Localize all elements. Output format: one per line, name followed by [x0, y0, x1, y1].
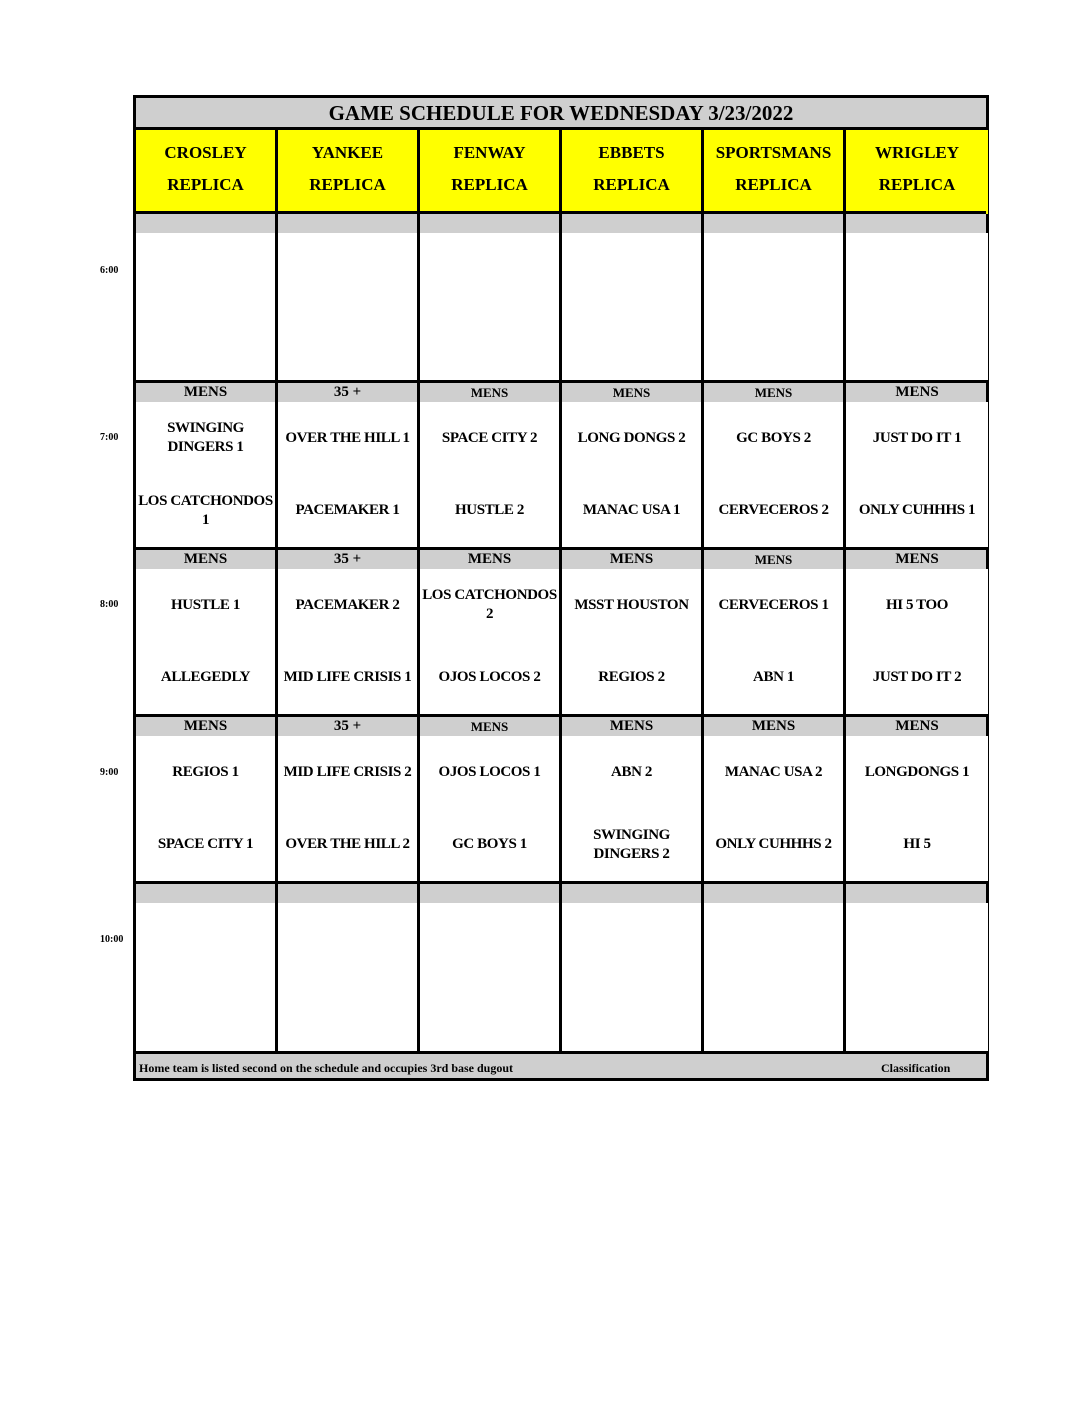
home-team: PACEMAKER 1 — [295, 502, 400, 518]
game-cell — [704, 402, 846, 547]
home-team: HUSTLE 2 — [455, 502, 524, 518]
empty-game-cell — [278, 233, 420, 380]
field-header-yankee — [278, 130, 420, 214]
classification-cell: MENS — [562, 717, 704, 736]
classification-cell: MENS — [420, 383, 562, 402]
classification-cell: MENS — [136, 717, 278, 736]
away-team: PACEMAKER 2 — [295, 597, 400, 613]
home-team: MANAC USA 1 — [582, 502, 681, 518]
home-team: ABN 1 — [753, 669, 794, 685]
field-type: REPLICA — [167, 175, 244, 194]
empty-game-cell — [562, 903, 704, 1051]
home-team-note: Home team is listed second on the schedule and occupies 3rd base dugout — [139, 1061, 514, 1075]
game-cell — [420, 736, 562, 881]
field-type: REPLICA — [593, 175, 670, 194]
time-label: 6:00 — [100, 265, 119, 276]
classification-cell: MENS — [895, 384, 939, 400]
home-team: ONLY CUHHHS 1 — [858, 502, 976, 518]
away-team: SPACE CITY 2 — [441, 430, 538, 446]
away-team: CERVECEROS 1 — [718, 597, 829, 613]
home-team: OVER THE HILL 2 — [285, 836, 410, 852]
field-name: EBBETS — [598, 143, 665, 162]
classification-cell: MENS — [704, 717, 846, 736]
field-header-fenway — [420, 130, 562, 214]
game-cell — [704, 736, 846, 881]
field-header-ebbets — [562, 130, 704, 214]
home-team: GC BOYS 1 — [452, 836, 527, 852]
separator-cell — [136, 884, 278, 903]
home-team: JUST DO IT 2 — [872, 669, 962, 685]
home-team: SWINGING DINGERS 2 — [593, 827, 670, 862]
away-team: MID LIFE CRISIS 2 — [283, 764, 412, 780]
classification-cell: MENS — [136, 550, 278, 569]
separator-cell — [846, 884, 988, 903]
classification-cell: MENS — [420, 717, 562, 736]
away-team: HI 5 TOO — [885, 597, 949, 613]
separator-cell — [846, 214, 988, 233]
away-team: MSST HOUSTON — [574, 597, 689, 613]
time-label: 9:00 — [100, 767, 119, 778]
classification-cell: MENS — [895, 718, 939, 734]
game-cell — [420, 402, 562, 547]
classification-cell: MENS — [895, 551, 939, 567]
separator-cell — [278, 884, 420, 903]
field-header-sportsmans — [704, 130, 846, 214]
away-team: SWINGING DINGERS 1 — [167, 420, 244, 455]
empty-game-cell — [420, 903, 562, 1051]
field-name: YANKEE — [311, 143, 384, 162]
game-cell — [562, 569, 704, 714]
separator-cell — [562, 214, 704, 233]
empty-game-cell — [846, 903, 988, 1051]
empty-game-cell — [704, 233, 846, 380]
classification-cell: MENS — [562, 383, 704, 402]
time-label: 8:00 — [100, 599, 119, 610]
footer-bar — [136, 1051, 986, 1078]
away-team: JUST DO IT 1 — [872, 430, 962, 446]
home-team: ONLY CUHHHS 2 — [715, 836, 832, 852]
classification-cell: MENS — [136, 383, 278, 402]
empty-game-cell — [136, 903, 278, 1051]
empty-game-cell — [562, 233, 704, 380]
field-name: SPORTSMANS — [715, 143, 832, 162]
away-team: ABN 2 — [611, 764, 652, 780]
field-header-crosley — [136, 130, 278, 214]
classification-cell: MENS — [420, 550, 562, 569]
game-cell — [136, 736, 278, 881]
home-team: MID LIFE CRISIS 1 — [283, 669, 412, 685]
away-team: LONG DONGS 2 — [577, 430, 686, 446]
away-team: MANAC USA 2 — [724, 764, 823, 780]
home-team: REGIOS 2 — [598, 669, 665, 685]
away-team: LONGDONGS 1 — [864, 764, 970, 780]
home-team: ALLEGEDLY — [160, 669, 251, 685]
classification-cell: MENS — [704, 550, 846, 569]
home-team: CERVECEROS 2 — [718, 502, 829, 518]
page-title: GAME SCHEDULE FOR WEDNESDAY 3/23/2022 — [136, 98, 986, 130]
separator-cell — [420, 214, 562, 233]
game-cell — [846, 402, 988, 547]
game-cell — [562, 736, 704, 881]
classification-cell: 35 + — [278, 383, 420, 402]
field-type: REPLICA — [451, 175, 528, 194]
classification-cell: MENS — [562, 550, 704, 569]
separator-cell — [278, 214, 420, 233]
empty-game-cell — [278, 903, 420, 1051]
separator-cell — [420, 884, 562, 903]
classification-cell: 35 + — [278, 550, 420, 569]
field-name: FENWAY — [453, 143, 526, 162]
away-team: OVER THE HILL 1 — [285, 430, 410, 446]
field-type: REPLICA — [735, 175, 812, 194]
schedule-table — [133, 95, 989, 1081]
game-cell — [136, 402, 278, 547]
away-team: REGIOS 1 — [172, 764, 239, 780]
away-team: GC BOYS 2 — [736, 430, 811, 446]
home-team: LOS CATCHONDOS 1 — [138, 493, 273, 528]
game-cell — [278, 402, 420, 547]
time-label: 10:00 — [100, 934, 124, 945]
game-cell — [278, 569, 420, 714]
classification-label: Classification — [881, 1061, 951, 1075]
field-name: CROSLEY — [164, 143, 247, 162]
separator-cell — [562, 884, 704, 903]
game-cell — [704, 569, 846, 714]
empty-game-cell — [420, 233, 562, 380]
schedule-sheet — [133, 95, 989, 1081]
separator-cell — [704, 214, 846, 233]
empty-game-cell — [136, 233, 278, 380]
classification-cell: MENS — [704, 383, 846, 402]
field-header-wrigley — [846, 130, 988, 214]
field-type: REPLICA — [309, 175, 386, 194]
time-label: 7:00 — [100, 432, 119, 443]
separator-cell — [704, 884, 846, 903]
field-type: REPLICA — [878, 175, 956, 194]
field-name: WRIGLEY — [874, 143, 960, 162]
game-cell — [136, 569, 278, 714]
away-team: OJOS LOCOS 1 — [438, 764, 541, 780]
home-team: HI 5 — [903, 836, 931, 852]
game-cell — [846, 736, 988, 881]
away-team: HUSTLE 1 — [171, 597, 240, 613]
game-cell — [420, 569, 562, 714]
home-team: OJOS LOCOS 2 — [438, 669, 541, 685]
game-cell — [846, 569, 988, 714]
game-cell — [562, 402, 704, 547]
home-team: SPACE CITY 1 — [157, 836, 254, 852]
empty-game-cell — [846, 233, 988, 380]
classification-cell: 35 + — [278, 717, 420, 736]
empty-game-cell — [704, 903, 846, 1051]
separator-cell — [136, 214, 278, 233]
game-cell — [278, 736, 420, 881]
away-team: LOS CATCHONDOS 2 — [422, 587, 557, 622]
